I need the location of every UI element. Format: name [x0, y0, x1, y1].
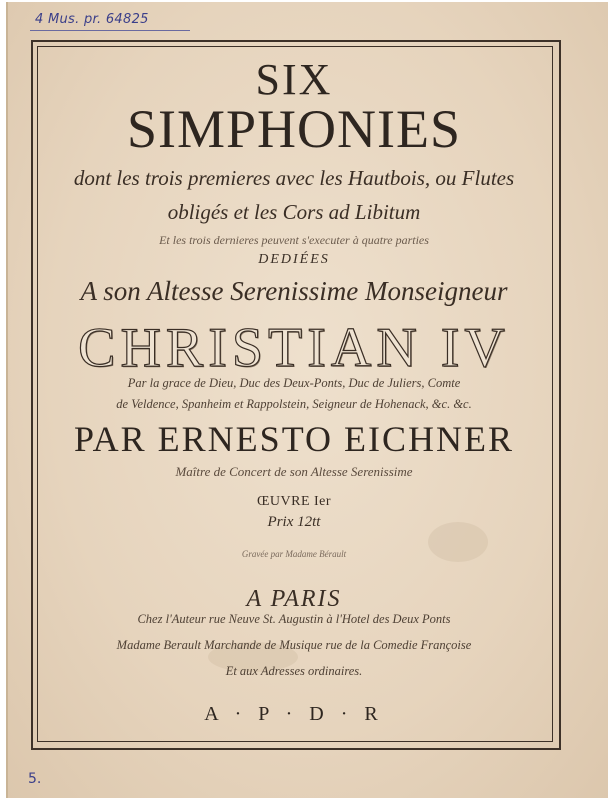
page-number: 5.	[28, 771, 42, 787]
price: Prix 12tt	[267, 514, 321, 530]
dedication-heading: DEDIÉES	[258, 252, 330, 267]
composer-position: Maître de Concert de son Altesse Serenissime	[175, 464, 413, 479]
dedication-addressee: A son Altesse Serenissime Monseigneur	[80, 276, 508, 306]
description-line-1: dont les trois premieres avec les Hautbois, ou Flutes	[73, 166, 515, 190]
title-simphonies: SIMPHONIES	[126, 99, 462, 159]
description-line-3: Et les trois dernieres peuvent s'executer à quatre parties	[159, 233, 429, 247]
engraver-credit: Gravée par Madame Bérault	[241, 549, 347, 559]
description-line-2: obligés et les Cors ad Libitum	[167, 200, 421, 224]
title-six: SIX	[255, 55, 333, 104]
imprint-city: A PARIS	[246, 586, 342, 612]
opus-number: ŒUVRE Ier	[256, 494, 332, 509]
library-shelfmark: 4 Mus. pr. 64825	[35, 12, 149, 27]
shelfmark-underline	[30, 30, 190, 31]
imprint-address-3: Et aux Adresses ordinaires.	[225, 664, 363, 678]
imprint-address-2: Madame Berault Marchande de Musique rue de la Comedie Françoise	[116, 638, 472, 652]
dedicatee-titles-2: de Veldence, Spanheim et Rappolstein, Seigneur de Hohenack, &c. &c.	[116, 397, 472, 411]
royal-privilege: A · P · D · R	[204, 703, 384, 725]
dedicatee-titles-1: Par la grace de Dieu, Duc des Deux-Ponts, Duc de Juliers, Comte	[127, 376, 461, 390]
composer-byline: PAR ERNESTO EICHNER	[73, 419, 515, 459]
dedicatee-name: CHRISTIAN IV	[78, 317, 510, 379]
imprint-address-1: Chez l'Auteur rue Neuve St. Augustin à l'Hotel des Deux Ponts	[137, 612, 451, 626]
